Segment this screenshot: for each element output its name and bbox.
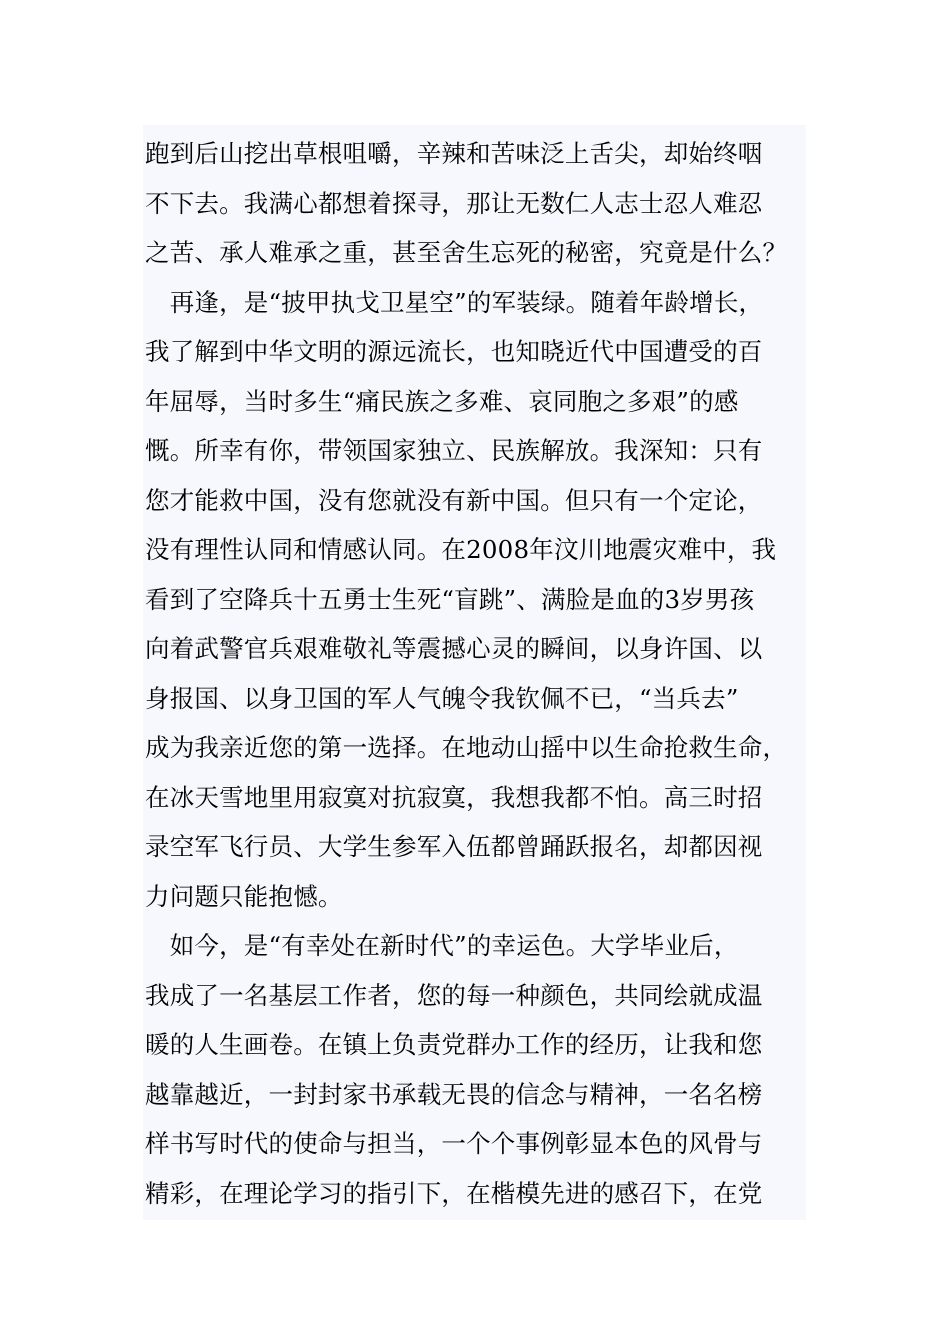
text-line: 我成了一名基层工作者，您的每一种颜色，共同绘就成温 bbox=[145, 981, 763, 1010]
text-line: 我了解到中华文明的源远流长，也知晓近代中国遭受的百 bbox=[145, 337, 763, 366]
text-line: 在冰天雪地里用寂寞对抗寂寞，我想我都不怕。高三时招 bbox=[145, 783, 763, 812]
text-line: 成为我亲近您的第一选择。在地动山摇中以生命抢救生命， bbox=[145, 733, 788, 762]
text-line: 之苦、承人难承之重，甚至舍生忘死的秘密，究竟是什么？ bbox=[145, 238, 788, 267]
text-line: 慨。所幸有你，带领国家独立、民族解放。我深知：只有 bbox=[145, 436, 763, 465]
text-line: 暖的人生画卷。在镇上负责党群办工作的经历，让我和您 bbox=[145, 1030, 763, 1059]
text-line: 没有理性认同和情感认同。在2008年汶川地震灾难中，我 bbox=[145, 535, 777, 564]
text-line: 向着武警官兵艰难敬礼等震撼心灵的瞬间，以身许国、以 bbox=[145, 634, 763, 663]
text-line: 样书写时代的使命与担当，一个个事例彰显本色的风骨与 bbox=[145, 1129, 763, 1158]
text-line: 看到了空降兵十五勇士生死“盲跳”、满脸是血的3岁男孩 bbox=[145, 585, 755, 614]
text-line: 录空军飞行员、大学生参军入伍都曾踊跃报名，却都因视 bbox=[145, 832, 763, 861]
text-block bbox=[143, 125, 806, 1220]
text-line: 不下去。我满心都想着探寻，那让无数仁人志士忍人难忍 bbox=[145, 189, 763, 218]
text-line: 身报国、以身卫国的军人气魄令我钦佩不已，“当兵去” bbox=[145, 684, 739, 713]
text-line: 您才能救中国，没有您就没有新中国。但只有一个定论， bbox=[145, 486, 763, 515]
text-line: 再逢，是“披甲执戈卫星空”的军装绿。随着年龄增长， bbox=[145, 288, 764, 317]
text-line: 如今，是“有幸处在新时代”的幸运色。大学毕业后， bbox=[145, 931, 739, 960]
text-line: 力问题只能抱憾。 bbox=[145, 882, 343, 911]
text-line: 精彩，在理论学习的指引下，在楷模先进的感召下，在党 bbox=[145, 1179, 763, 1208]
text-line: 年屈辱，当时多生“痛民族之多难、哀同胞之多艰”的感 bbox=[145, 387, 739, 416]
text-line: 越靠越近，一封封家书承载无畏的信念与精神，一名名榜 bbox=[145, 1080, 763, 1109]
text-line: 跑到后山挖出草根咀嚼，辛辣和苦味泛上舌尖，却始终咽 bbox=[145, 139, 763, 168]
